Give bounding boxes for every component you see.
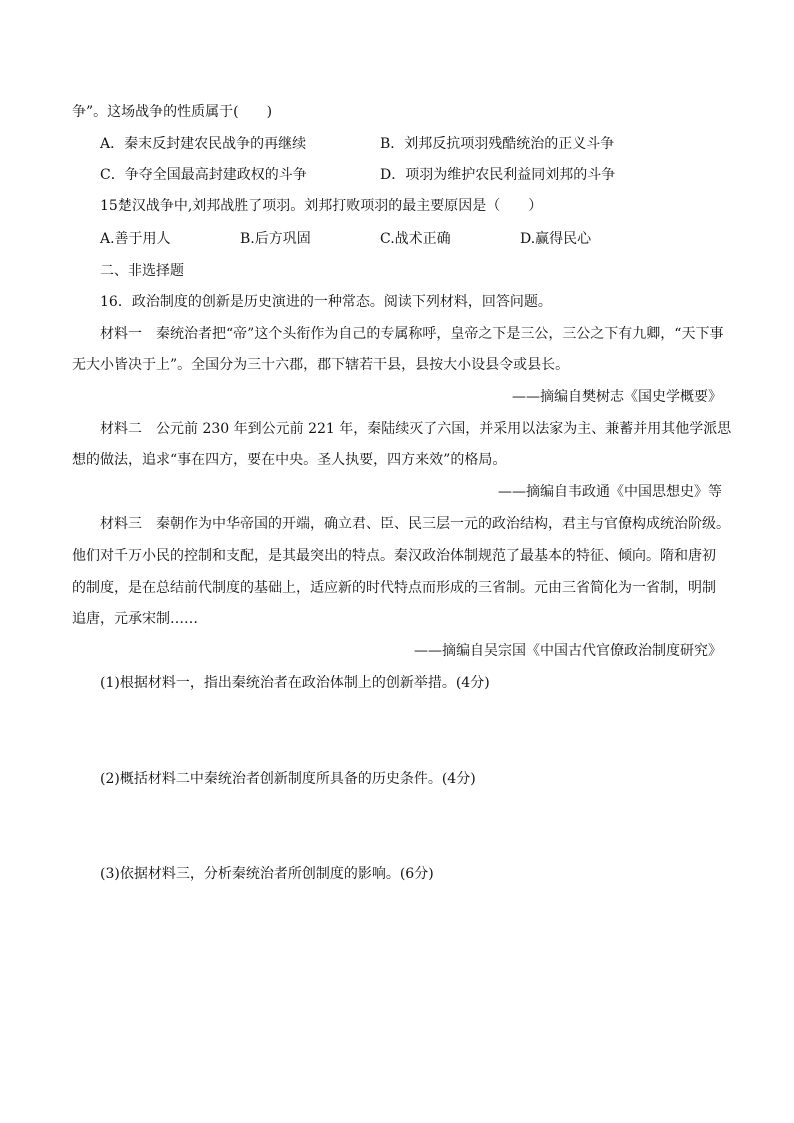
sub-question-1: (1)根据材料一，指出秦统治者在政治体制上的创新举措。(4分)	[100, 675, 490, 691]
material-3-line-2: 他们对千万小民的控制和支配，是其最突出的特点。秦汉政治体制规范了最基本的特征、倾向。隋和唐初	[72, 548, 716, 564]
material-2-source: ——摘编自韦政通《中国思想史》等	[498, 484, 722, 500]
material-3-line-4: 追唐，元承宋制……	[72, 611, 198, 627]
material-3-line-1: 材料三 秦朝作为中华帝国的开端，确立君、臣、民三层一元的政治结构，君主与官僚构成统治阶级。	[100, 516, 730, 532]
material-3-source: ——摘编自吴宗国《中国古代官僚政治制度研究》	[414, 643, 722, 659]
q15-option-d: D.赢得民心	[520, 231, 592, 247]
material-2-line-2: 想的做法，追求“事在四方，要在中央。圣人执要，四方来效”的格局。	[72, 452, 507, 468]
q14-option-b: B．刘邦反抗项羽残酷统治的正义斗争	[380, 136, 615, 152]
material-1-line-1: 材料一 秦统治者把“帝”这个头衔作为自己的专属称呼，皇帝之下是三公，三公之下有九卿，“天下事	[100, 326, 724, 342]
q14-stem-tail: 争”。这场战争的性质属于( )	[72, 104, 273, 120]
q15-option-b: B.后方巩固	[240, 231, 311, 247]
q16-stem: 16．政治制度的创新是历史演进的一种常态。阅读下列材料，回答问题。	[100, 294, 552, 310]
q14-option-d: D．项羽为维护农民利益同刘邦的斗争	[380, 167, 616, 183]
section-title: 二、非选择题	[100, 263, 184, 279]
q15-stem: 15楚汉战争中,刘邦战胜了项羽。刘邦打败项羽的最主要原因是（ ）	[100, 198, 543, 214]
sub-question-3: (3)依据材料三，分析秦统治者所创制度的影响。(6分)	[100, 866, 434, 882]
sub-question-2: (2)概括材料二中秦统治者创新制度所具备的历史条件。(4分)	[100, 771, 476, 787]
material-2-line-1: 材料二 公元前 230 年到公元前 221 年，秦陆续灭了六国，并采用以法家为主、兼蓄并用其他学派思	[100, 421, 732, 437]
material-1-line-2: 无大小皆决于上”。全国分为三十六郡，郡下辖若干县，县按大小设县令或县长。	[72, 357, 570, 373]
material-1-source: ——摘编自樊树志《国史学概要》	[512, 389, 722, 405]
q14-option-c: C．争夺全国最高封建政权的斗争	[100, 167, 307, 183]
q15-option-c: C.战术正确	[380, 231, 451, 247]
material-3-line-3: 的制度，是在总结前代制度的基础上，适应新的时代特点而形成的三省制。元由三省简化为一省制，明制	[72, 580, 716, 596]
q14-option-a: A．秦末反封建农民战争的再继续	[100, 136, 307, 152]
q15-option-a: A.善于用人	[100, 231, 171, 247]
